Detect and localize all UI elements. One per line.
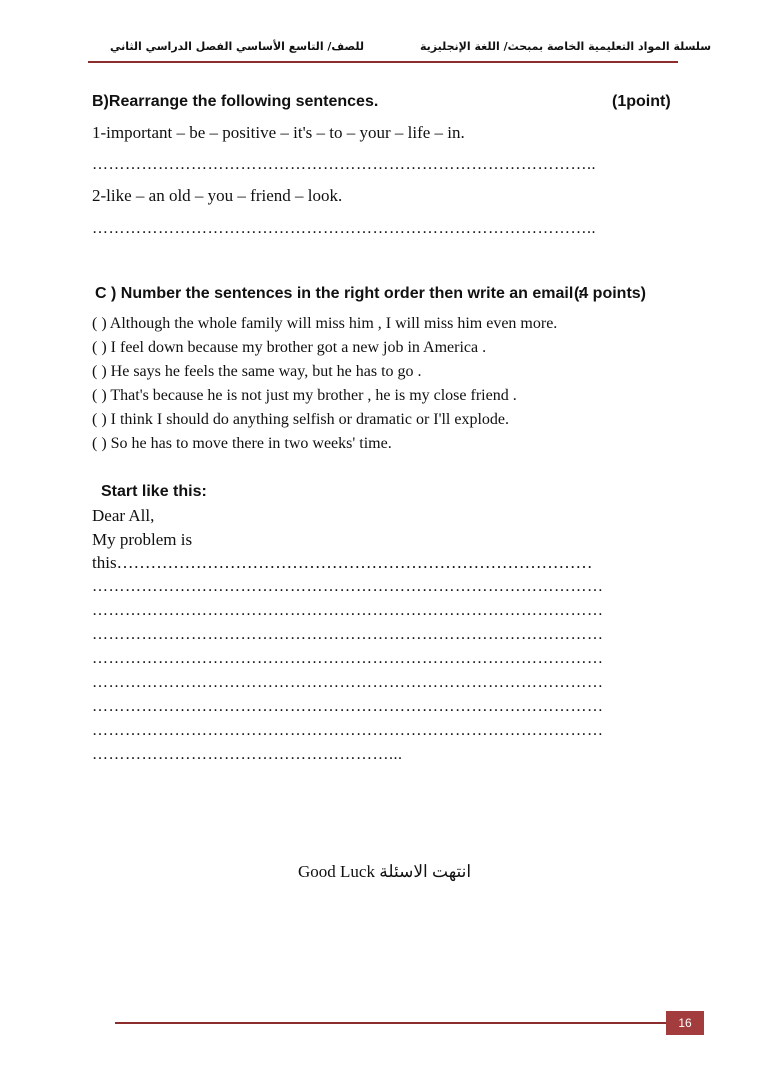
footer-divider — [115, 1022, 667, 1024]
section-c-title: C ) Number the sentences in the right order then write an email : — [95, 285, 584, 302]
start-label: Start like this: — [101, 483, 207, 500]
section-b-points: (1point) — [612, 93, 671, 110]
answer-line-1[interactable]: ……………………………………………………………………………….. — [92, 156, 596, 173]
writing-line[interactable]: ………………………………………………………………………………… — [92, 698, 604, 715]
email-line-1: My problem is — [92, 530, 193, 549]
question-2: 2-like – an old – you – friend – look. — [92, 186, 343, 205]
list-item: ( ) So he has to move there in two weeks' time. — [92, 435, 392, 452]
question-1: 1-important – be – positive – it's – to – your – life – in. — [92, 123, 465, 142]
writing-line[interactable]: ………………………………………………………………………………… — [92, 578, 604, 595]
list-item: ( ) I think I should do anything selfish or dramatic or I'll explode. — [92, 411, 510, 428]
header-right: سلسلة المواد التعليمية الخاصة بمبحث/ اللغة الإنجليزية — [420, 40, 712, 53]
list-item: ( ) He says he feels the same way, but he has to go . — [92, 363, 422, 380]
list-item: ( ) I feel down because my brother got a new job in America . — [92, 339, 487, 356]
writing-line[interactable]: ………………………………………………………………………………… — [92, 626, 604, 643]
email-line-2[interactable]: this………………………………………………………………………… — [92, 553, 593, 572]
list-item: ( ) That's because he is not just my brother , he is my close friend . — [92, 387, 517, 404]
writing-line[interactable]: ………………………………………………………………………………… — [92, 722, 604, 739]
section-c-points: (4 points) — [574, 285, 646, 302]
header-divider — [88, 61, 678, 63]
page-number: 16 — [666, 1011, 704, 1035]
writing-line[interactable]: ………………………………………………………………………………… — [92, 602, 604, 619]
closing-text: Good Luck انتهت الاسئلة — [298, 862, 472, 881]
list-item: ( ) Although the whole family will miss him , I will miss him even more. — [92, 315, 558, 332]
writing-line[interactable]: ………………………………………………………………………………… — [92, 650, 604, 667]
writing-line[interactable]: ………………………………………………………………………………… — [92, 674, 604, 691]
header-left: للصف/ التاسع الأساسي الفصل الدراسي الثاني — [110, 40, 364, 53]
section-b-title: B)Rearrange the following sentences. — [92, 93, 379, 110]
email-greeting: Dear All, — [92, 506, 155, 525]
writing-line-last[interactable]: ………………………………………………... — [92, 746, 403, 763]
answer-line-2[interactable]: ……………………………………………………………………………….. — [92, 220, 596, 237]
